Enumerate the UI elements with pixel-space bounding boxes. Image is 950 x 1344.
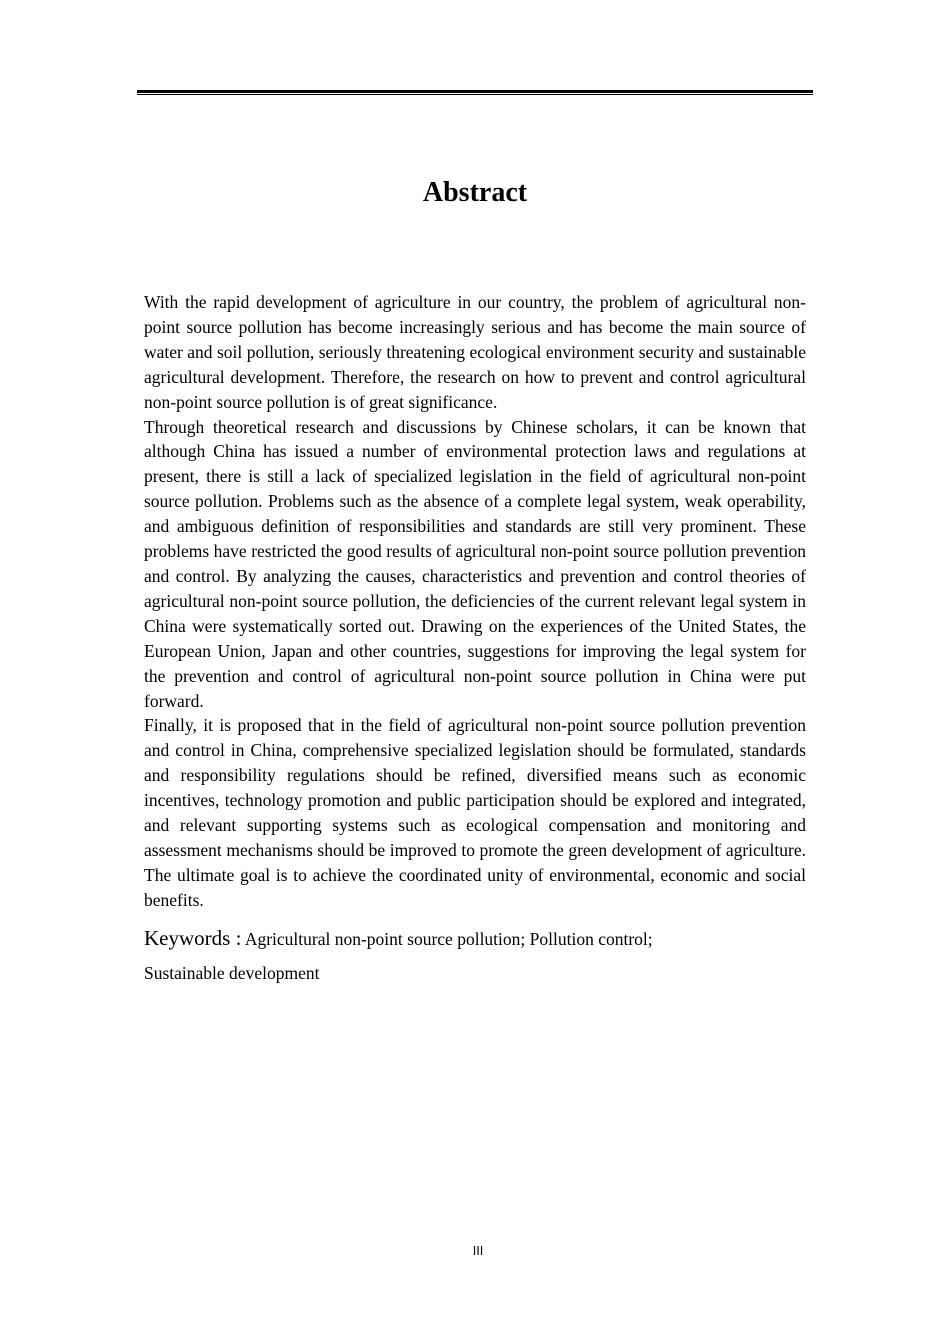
abstract-paragraph-2: Through theoretical research and discussions by Chinese scholars, it can be known that although China has issued a number of environmental protection laws and regulations at present, there is still a lack of specialized legislation in the field of agricultural non-point source pollution. Problems such as the absence of a complete legal system, weak operability, and ambiguous definition of responsibilities and standards are still very prominent. These problems have restricted the good results of agricultural non-point source pollution prevention and control. By analyzing the causes, characteristics and prevention and control theories of agricultural non-point source pollution, the deficiencies of the current relevant legal system in China were systematically sorted out. Drawing on the experiences of the United States, the European Union, Japan and other countries, suggestions for improving the legal system for the prevention and control of agricultural non-point source pollution in China were put forward. [144, 416, 806, 711]
keywords-label: Keywords : [144, 925, 242, 950]
page-title: Abstract [422, 177, 528, 208]
abstract-body [144, 290, 806, 986]
page-number: III [472, 1244, 484, 1258]
keywords-list: Agricultural non-point source pollution; Pollution control; [244, 928, 653, 949]
abstract-paragraph-3: Finally, it is proposed that in the field of agricultural non-point source pollution prevention and control in China, comprehensive specialized legislation should be formulated, standards and responsibility regulations should be refined, diversified means such as economic incentives, technology promotion and public participation should be explored and integrated, and relevant supporting systems such as ecological compensation and monitoring and assessment mechanisms should be improved to promote the green development of agriculture. The ultimate goal is to achieve the coordinated unity of environmental, economic and social benefits. [144, 715, 806, 910]
keywords-line [144, 925, 806, 952]
keywords-continuation: Sustainable development [144, 962, 320, 983]
abstract-paragraph-1: With the rapid development of agriculture in our country, the problem of agricultural non-point source pollution has become increasingly serious and has become the main source of water and soil pollution, seriously threatening ecological environment security and sustainable agricultural development. Therefore, the research on how to prevent and control agricultural non-point source pollution is of great significance. [144, 292, 806, 412]
header-rule [137, 90, 813, 95]
